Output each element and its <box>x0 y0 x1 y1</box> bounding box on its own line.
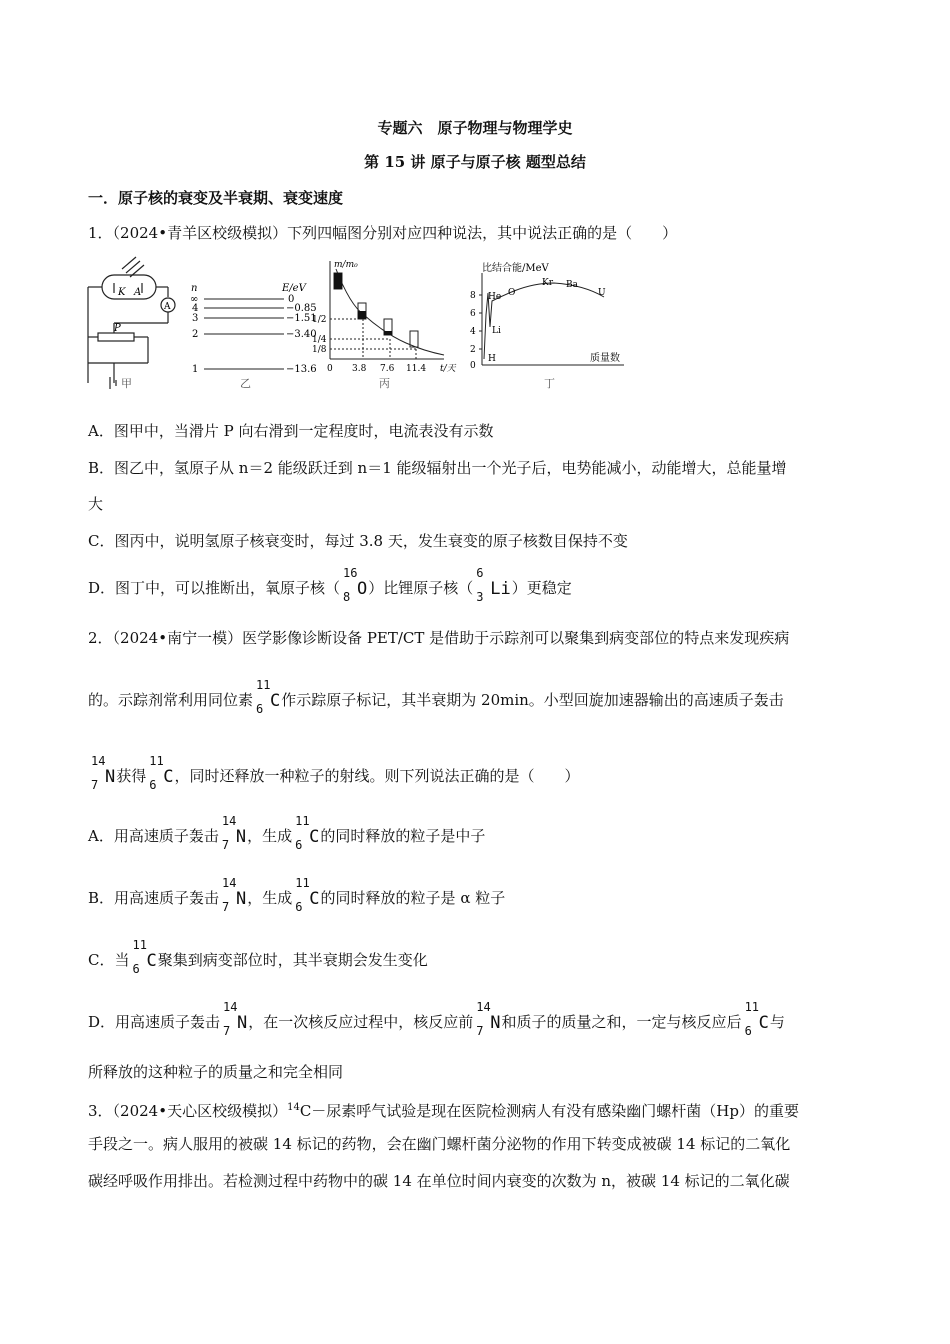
question-2-line-2: 的。示踪剂常利用同位素 11 6 C作示踪原子标记，其半衰期为 20min。小型回旋加速器输出的高速质子轰击 <box>88 678 784 716</box>
topic-title: 专题六 原子物理与物理学史 <box>377 119 573 137</box>
figure-yi-caption: 乙 <box>240 377 251 390</box>
figure-yi-level-e: 0 <box>288 294 295 305</box>
figure-yi-level-n: ∞ <box>190 294 199 305</box>
figure-yi-level-e: −1.51 <box>286 313 317 324</box>
q2-option-a: A．用高速质子轰击 14 7 N，生成 11 6 C的同时释放的粒子是中子 <box>88 814 486 852</box>
figure-yi-level-n: 2 <box>192 329 199 340</box>
q1-option-c: C．图丙中，说明氢原子核衰变时，每过 3.8 天，发生衰变的原子核数目保持不变 <box>88 532 628 550</box>
figure-yi-level-e: −13.6 <box>286 364 317 375</box>
question-2-line-3: 14 7 N获得 11 6 C，同时还释放一种粒子的射线。则下列说法正确的是（ ） <box>91 754 580 792</box>
nuclide-carbon-11: 11 6 C <box>295 814 320 852</box>
figure-jia-caption: 甲 <box>121 377 132 390</box>
figure-ding-x-label: 质量数 <box>590 353 620 364</box>
figure-ding-y-tick: 8 <box>470 291 476 301</box>
nuclide-nitrogen-14: 14 7 N <box>223 1000 248 1038</box>
q2-option-c: C．当 11 6 C聚集到病变部位时，其半衰期会发生变化 <box>88 938 428 976</box>
figure-yi-e-label: E/eV <box>282 283 306 294</box>
figure-yi-level-e: −3.40 <box>286 329 317 340</box>
figure-ding-caption: 丁 <box>544 377 555 390</box>
figure-bing-sample <box>384 331 392 335</box>
q1-option-b-cont: 大 <box>88 495 104 513</box>
figure-bing-y-tick: 1/2 <box>312 315 327 325</box>
question-1-figures <box>84 255 644 395</box>
figure-jia-label-a: A <box>134 287 142 298</box>
figure-bing-y-label: m/m₀ <box>334 260 358 270</box>
figure-ding-y-tick: 4 <box>470 327 476 337</box>
nuclide-carbon-11: 11 6 C <box>149 754 174 792</box>
figure-jia-label-p: P <box>114 323 121 334</box>
figure-ding-nuclide: He <box>488 292 502 302</box>
figure-ding-y-tick: 0 <box>470 361 476 371</box>
figure-ding-nuclide: H <box>488 354 496 364</box>
figure-yi-level-e: −0.85 <box>286 303 317 314</box>
q1-option-a: A．图甲中，当滑片 P 向右滑到一定程度时，电流表没有示数 <box>88 422 494 440</box>
nuclide-carbon-11: 11 6 C <box>295 876 320 914</box>
figure-ding-nuclide: Li <box>492 326 501 336</box>
figure-ding-y-tick: 6 <box>470 309 476 319</box>
figure-ding-nuclide: O <box>508 288 516 298</box>
figure-ding-y-tick: 2 <box>470 345 476 355</box>
nuclide-carbon-11: 11 6 C <box>256 678 281 716</box>
figure-bing-sample <box>358 311 366 319</box>
figure-ding-nuclide: Ba <box>566 280 578 290</box>
section-heading: 一．原子核的衰变及半衰期、衰变速度 <box>88 189 344 207</box>
figure-bing-caption: 丙 <box>379 377 390 390</box>
question-1-stem: 1．（2024•青羊区校级模拟）下列四幅图分别对应四种说法，其中说法正确的是（ ） <box>88 224 678 242</box>
q2-option-d-cont: 所释放的这种粒子的质量之和完全相同 <box>88 1063 344 1081</box>
figure-ding-nuclide: U <box>598 288 606 298</box>
nuclide-carbon-11: 11 6 C <box>744 1000 769 1038</box>
lecture-title: 第 15 讲 原子与原子核 题型总结 <box>364 153 586 171</box>
figure-bing-sample <box>334 273 342 289</box>
nuclide-lithium-6: 6 3 Li <box>476 566 511 604</box>
figure-yi-energy-levels <box>204 299 284 369</box>
figure-yi-level-n: 4 <box>192 303 199 314</box>
figure-yi-n-label: n <box>191 283 198 294</box>
figure-bing-x-tick: 7.6 <box>380 364 395 374</box>
figure-bing-x-tick: 11.4 <box>406 364 427 374</box>
figure-yi-level-n: 1 <box>192 364 199 375</box>
figure-bing-y-tick: 1/4 <box>312 335 327 345</box>
figure-jia-circuit <box>88 257 175 389</box>
figure-jia-label-k: K <box>118 287 126 298</box>
figure-jia-ammeter-label: A <box>164 302 171 312</box>
figure-bing-decay-chart <box>330 261 444 359</box>
nuclide-nitrogen-14: 14 7 N <box>222 876 247 914</box>
question-3-line-1: 3．（2024•天心区校级模拟）$^{14}$C－尿素呼气试验是现在医院检测病人有没有感染幽门螺杆菌（Hp）的重要 <box>88 1102 799 1120</box>
figure-ding-nuclide: Kr <box>542 278 554 288</box>
q1-option-d: D．图丁中，可以推断出，氧原子核（ 16 8 O）比锂原子核（ 6 3 Li）更稳定 <box>88 566 572 604</box>
nuclide-nitrogen-14: 14 7 N <box>91 754 116 792</box>
figure-bing-y-tick: 1/8 <box>312 345 327 355</box>
nuclide-nitrogen-14: 14 7 N <box>221 814 247 852</box>
q1-option-b: B．图乙中，氢原子从 n＝2 能级跃迁到 n＝1 能级辐射出一个光子后，电势能减小，动能增大，总能量增 <box>88 459 787 477</box>
question-3-line-2: 手段之一。病人服用的被碳 14 标记的药物，会在幽门螺杆菌分泌物的作用下转变成被碳 14 标记的二氧化 <box>88 1135 791 1153</box>
q2-option-b: B．用高速质子轰击 14 7 N，生成 11 6 C的同时释放的粒子是 α 粒子 <box>88 876 506 914</box>
nuclide-carbon-11: 11 6 C <box>132 938 157 976</box>
nuclide-oxygen-16: 16 8 O <box>343 566 368 604</box>
question-2-line-1: 2．（2024•南宁一模）医学影像诊断设备 PET/CT 是借助于示踪剂可以聚集到病变部位的特点来发现疾病 <box>88 629 790 647</box>
q2-option-d: D．用高速质子轰击 14 7 N，在一次核反应过程中，核反应前 14 7 N和质子的质量之和，一定与核反应后 11 6 C与 <box>88 1000 785 1038</box>
figure-ding-y-label: 比结合能/MeV <box>482 263 549 274</box>
question-3-line-3: 碳经呼吸作用排出。若检测过程中药物中的碳 14 在单位时间内衰变的次数为 n，被碳 14 标记的二氧化碳 <box>88 1172 790 1190</box>
figure-bing-x-tick: 3.8 <box>352 364 367 374</box>
figure-yi-level-n: 3 <box>192 313 199 324</box>
figure-bing-x-tick: 0 <box>327 364 333 374</box>
nuclide-nitrogen-14: 14 7 N <box>476 1000 501 1038</box>
figure-bing-x-label: t/天 <box>440 364 456 374</box>
